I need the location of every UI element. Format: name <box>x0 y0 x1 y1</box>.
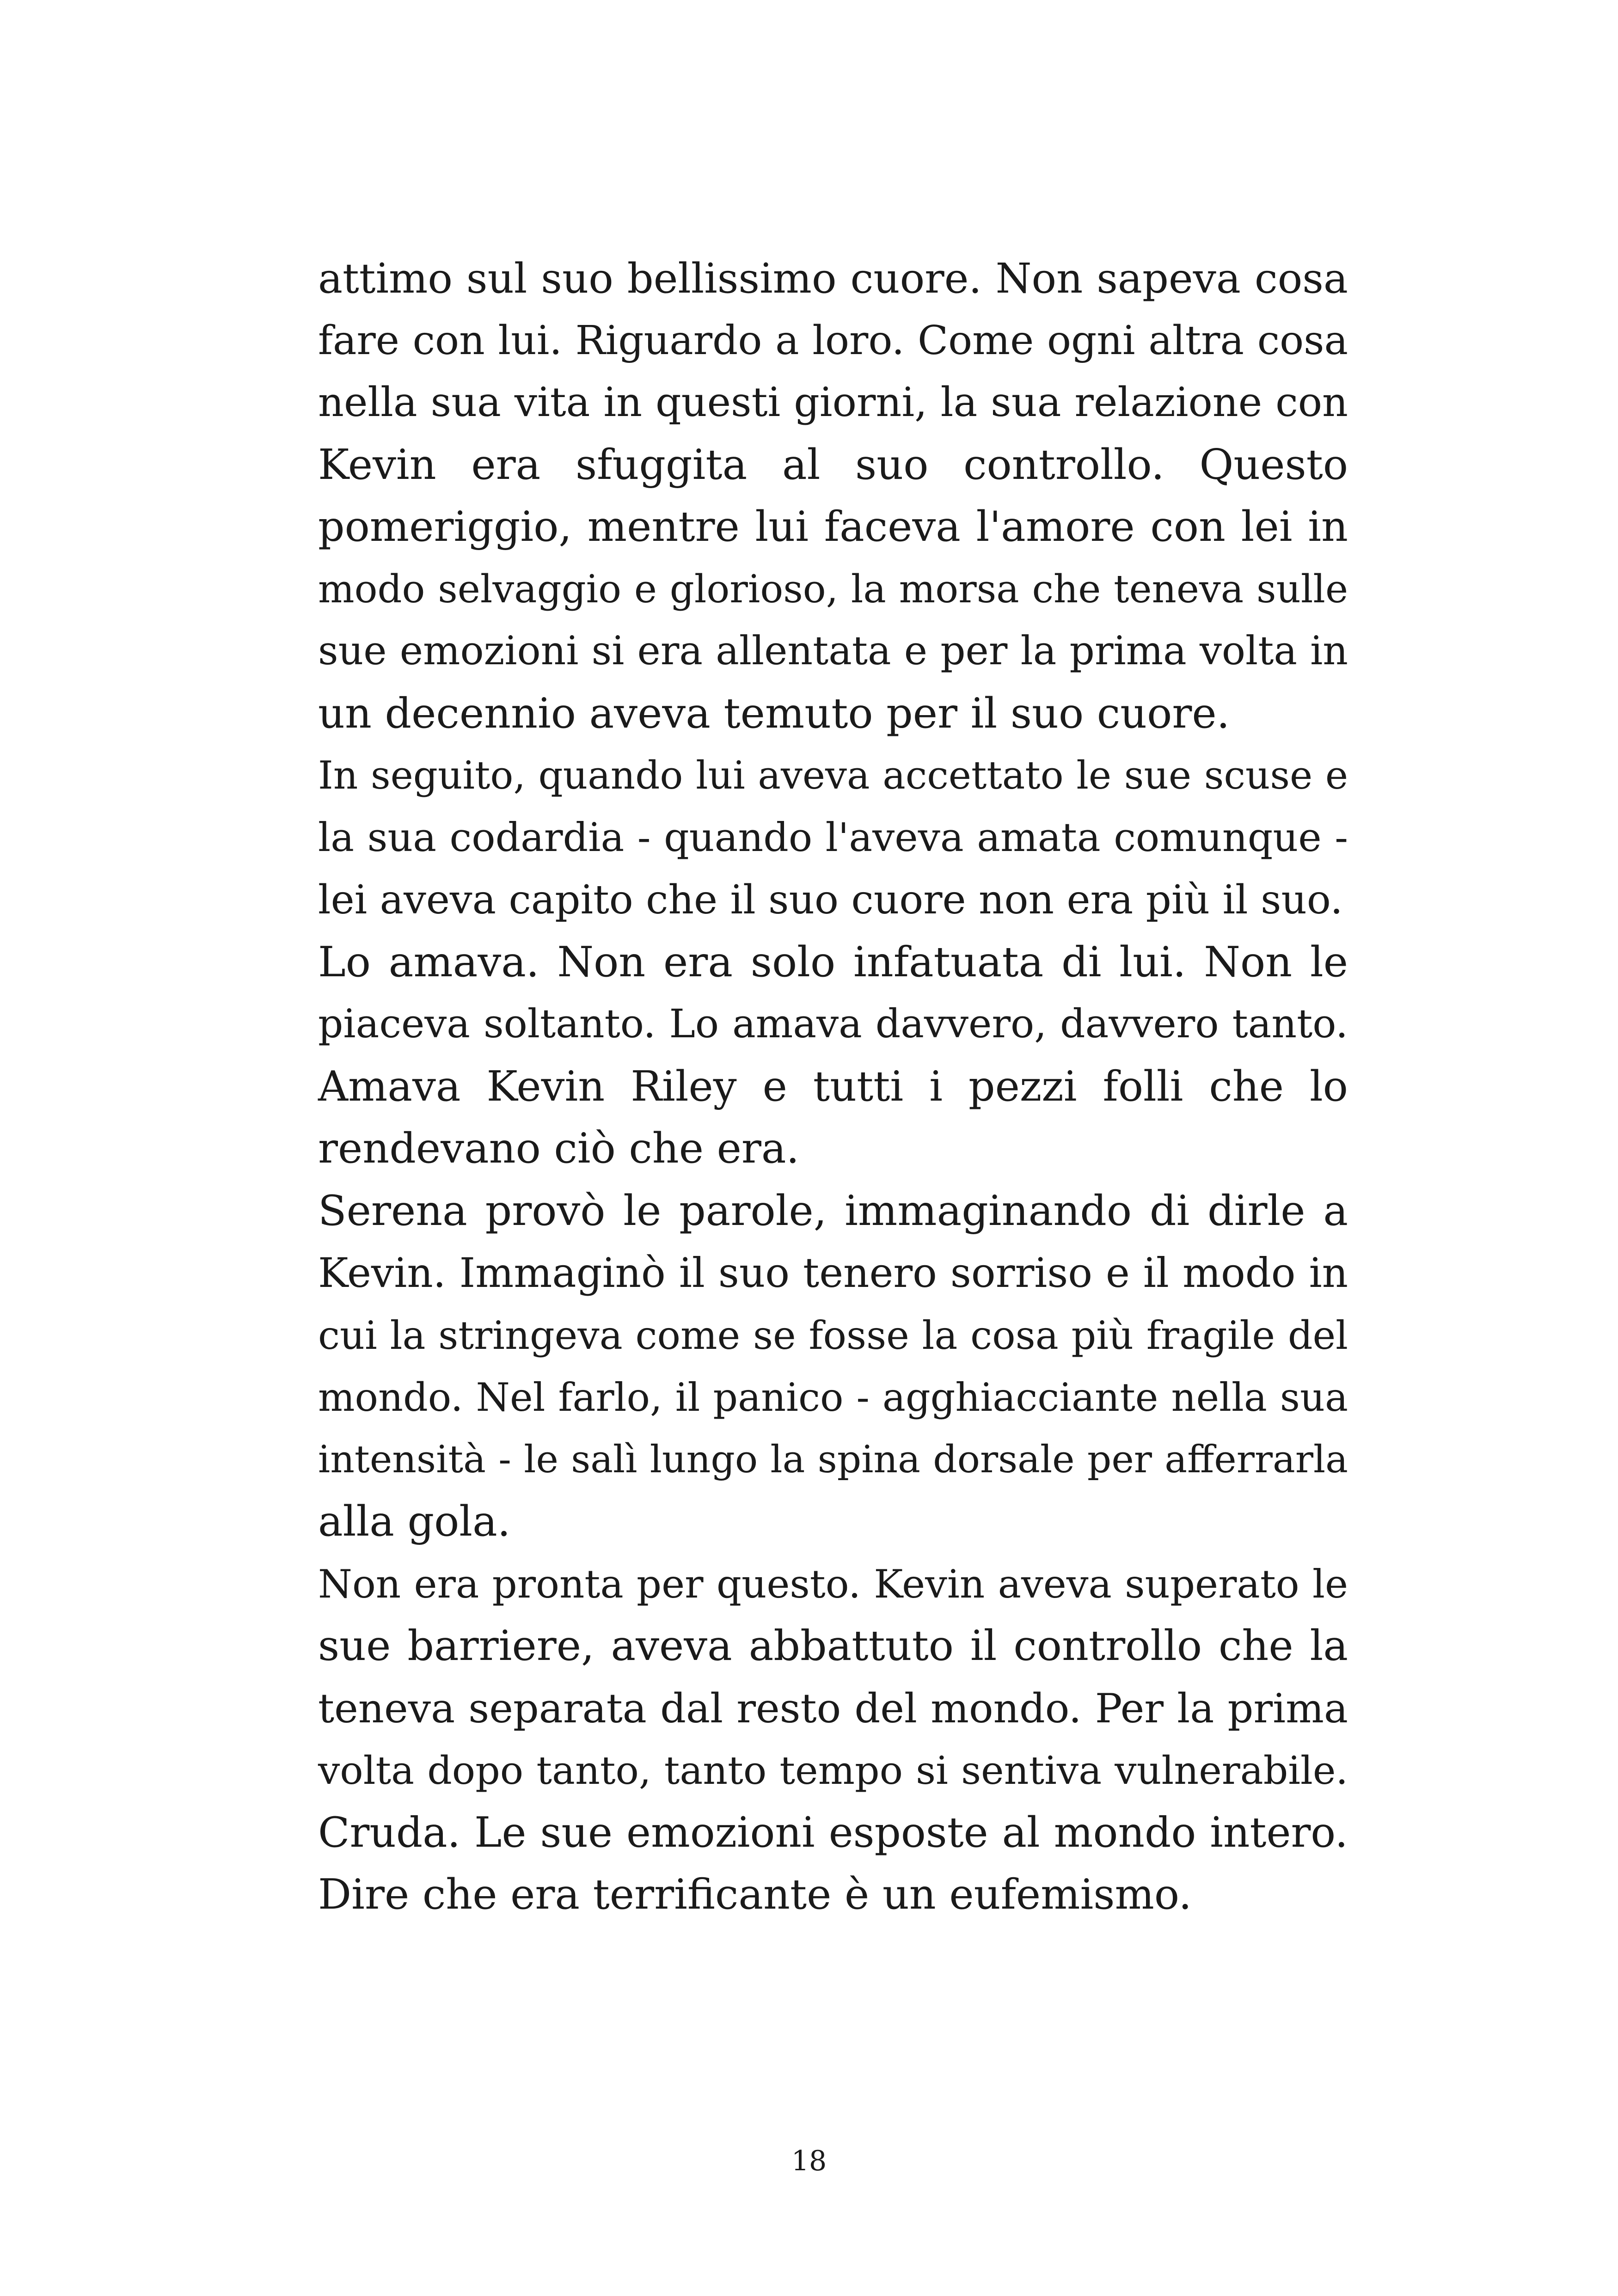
text-line: cui la stringeva come se fosse la cosa più fragile del <box>318 1312 1348 1358</box>
text-line: Serena provò le parole, immaginando di dirle a <box>318 1186 1348 1235</box>
text-line: Amava Kevin Riley e tutti i pezzi folli che lo <box>318 1062 1348 1111</box>
text-line: nella sua vita in questi giorni, la sua relazione con <box>318 379 1348 426</box>
text-line: la sua codardia - quando l'aveva amata comunque - <box>318 814 1348 861</box>
text-line: teneva separata dal resto del mondo. Per la prima <box>318 1684 1348 1732</box>
text-line: Non era pronta per questo. Kevin aveva superato le <box>318 1561 1348 1607</box>
text-line: fare con lui. Riguardo a loro. Come ogni altra cosa <box>318 317 1348 364</box>
text-line: Kevin era sfuggita al suo controllo. Questo <box>318 440 1348 489</box>
text-line: sue emozioni si era allentata e per la prima volta in <box>318 628 1348 674</box>
text-line: alla gola. <box>318 1497 511 1546</box>
text-line: Dire che era terrificante è un eufemismo. <box>318 1870 1192 1919</box>
body-text <box>318 247 1348 1926</box>
text-line: un decennio aveva temuto per il suo cuore. <box>318 689 1230 738</box>
text-line: rendevano ciò che era. <box>318 1124 800 1173</box>
text-line: piaceva soltanto. Lo amava davvero, davvero tanto. <box>318 1001 1348 1047</box>
text-line: Cruda. Le sue emozioni esposte al mondo intero. <box>318 1808 1348 1857</box>
text-line: intensità - le salì lungo la spina dorsale per afferrarla <box>318 1437 1348 1482</box>
text-line: Kevin. Immaginò il suo tenero sorriso e il modo in <box>318 1249 1348 1297</box>
page-number: 18 <box>791 2145 827 2177</box>
text-line: attimo sul suo bellissimo cuore. Non sapeva cosa <box>318 254 1348 302</box>
text-line: modo selvaggio e glorioso, la morsa che teneva sulle <box>318 566 1348 612</box>
text-line: Lo amava. Non era solo infatuata di lui. Non le <box>318 937 1348 986</box>
text-line: volta dopo tanto, tanto tempo si sentiva vulnerabile. <box>318 1748 1348 1793</box>
text-line: In seguito, quando lui aveva accettato le sue scuse e <box>318 753 1348 798</box>
text-line: lei aveva capito che il suo cuore non era più il suo. <box>318 877 1343 923</box>
text-line: sue barriere, aveva abbattuto il controllo che la <box>318 1622 1348 1670</box>
text-line: mondo. Nel farlo, il panico - agghiacciante nella sua <box>318 1375 1348 1420</box>
text-line: pomeriggio, mentre lui faceva l'amore con lei in <box>318 502 1348 551</box>
